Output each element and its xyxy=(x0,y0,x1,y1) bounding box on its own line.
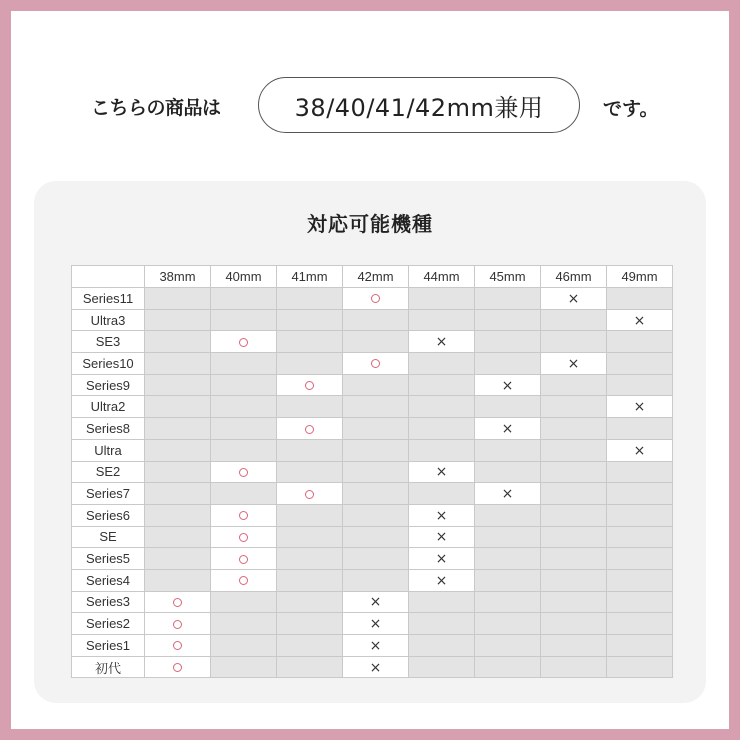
compat-cell xyxy=(343,526,409,548)
headline-tail-text: です。 xyxy=(603,98,659,120)
compat-cell xyxy=(145,461,211,483)
compat-cell xyxy=(475,526,541,548)
compat-cell xyxy=(607,635,673,657)
compat-cell xyxy=(409,396,475,418)
compat-cell xyxy=(343,353,409,375)
compat-cell xyxy=(343,656,409,678)
compatibility-table xyxy=(71,265,673,678)
compat-cell xyxy=(409,331,475,353)
compat-cell xyxy=(607,374,673,396)
compat-cell xyxy=(145,439,211,461)
compat-cell xyxy=(211,439,277,461)
column-header-42mm: 42mm xyxy=(343,266,409,288)
compat-cell xyxy=(343,548,409,570)
circle-ok-icon xyxy=(371,359,380,368)
compat-cell xyxy=(277,439,343,461)
compat-cell xyxy=(277,461,343,483)
compatibility-headline xyxy=(0,77,740,133)
compat-cell xyxy=(541,613,607,635)
compat-cell xyxy=(475,309,541,331)
compat-cell xyxy=(409,309,475,331)
circle-ok-icon xyxy=(305,425,314,434)
cross-ng-icon: × xyxy=(435,464,448,481)
compat-cell xyxy=(475,635,541,657)
compat-cell xyxy=(211,613,277,635)
circle-ok-icon xyxy=(239,533,248,542)
compat-cell xyxy=(145,353,211,375)
compat-cell xyxy=(343,591,409,613)
compat-cell xyxy=(541,309,607,331)
compat-cell xyxy=(541,656,607,678)
table-row xyxy=(72,569,673,591)
compat-cell xyxy=(607,483,673,505)
circle-ok-icon xyxy=(305,490,314,499)
compat-cell xyxy=(607,353,673,375)
cross-ng-icon: × xyxy=(369,616,382,633)
compat-cell xyxy=(541,504,607,526)
table-row xyxy=(72,396,673,418)
compat-cell xyxy=(475,288,541,310)
compat-cell xyxy=(343,331,409,353)
compat-cell xyxy=(211,548,277,570)
compat-cell xyxy=(541,331,607,353)
circle-ok-icon xyxy=(239,338,248,347)
panel-title: 対応可能機種 xyxy=(307,212,433,236)
compat-cell xyxy=(343,374,409,396)
compat-cell xyxy=(145,288,211,310)
cross-ng-icon: × xyxy=(567,355,580,372)
circle-ok-icon xyxy=(173,620,182,629)
model-name: SE2 xyxy=(72,461,145,483)
compat-cell xyxy=(145,504,211,526)
compat-cell xyxy=(541,569,607,591)
compat-cell xyxy=(277,331,343,353)
cross-ng-icon: × xyxy=(567,290,580,307)
compat-cell xyxy=(145,483,211,505)
column-header-44mm: 44mm xyxy=(409,266,475,288)
compat-cell xyxy=(475,396,541,418)
model-name: Series10 xyxy=(72,353,145,375)
table-row xyxy=(72,331,673,353)
compat-cell xyxy=(607,548,673,570)
compat-cell xyxy=(607,396,673,418)
compat-cell xyxy=(541,288,607,310)
compat-cell xyxy=(541,635,607,657)
table-row xyxy=(72,309,673,331)
compat-cell xyxy=(541,396,607,418)
model-name: Series9 xyxy=(72,374,145,396)
compat-cell xyxy=(211,569,277,591)
compat-cell xyxy=(211,396,277,418)
compat-cell xyxy=(409,635,475,657)
column-header-45mm: 45mm xyxy=(475,266,541,288)
size-pill xyxy=(258,77,580,133)
circle-ok-icon xyxy=(239,555,248,564)
cross-ng-icon: × xyxy=(369,637,382,654)
model-name: Series11 xyxy=(72,288,145,310)
compat-cell xyxy=(277,548,343,570)
compat-cell xyxy=(343,418,409,440)
model-name: 初代 xyxy=(72,656,145,678)
model-name: Ultra2 xyxy=(72,396,145,418)
compat-cell xyxy=(607,656,673,678)
compat-cell xyxy=(211,418,277,440)
compat-cell xyxy=(277,353,343,375)
compat-cell xyxy=(343,483,409,505)
compat-cell xyxy=(277,504,343,526)
cross-ng-icon: × xyxy=(501,486,514,503)
compat-cell xyxy=(541,439,607,461)
table-row xyxy=(72,483,673,505)
table-row xyxy=(72,526,673,548)
compat-cell xyxy=(409,353,475,375)
model-name: Series5 xyxy=(72,548,145,570)
compat-cell xyxy=(211,483,277,505)
model-name: Series4 xyxy=(72,569,145,591)
compat-cell xyxy=(343,396,409,418)
compat-cell xyxy=(541,548,607,570)
circle-ok-icon xyxy=(173,598,182,607)
compat-cell xyxy=(277,656,343,678)
compat-cell xyxy=(607,288,673,310)
compat-cell xyxy=(475,461,541,483)
cross-ng-icon: × xyxy=(633,442,646,459)
cross-ng-icon: × xyxy=(435,551,448,568)
compat-cell xyxy=(211,635,277,657)
compat-cell xyxy=(211,288,277,310)
compat-cell xyxy=(541,418,607,440)
compatibility-panel xyxy=(34,181,706,703)
column-header-49mm: 49mm xyxy=(607,266,673,288)
cross-ng-icon: × xyxy=(435,572,448,589)
headline-lead-text: こちらの商品は xyxy=(91,97,221,119)
compat-cell xyxy=(541,353,607,375)
compat-cell xyxy=(475,374,541,396)
column-header-40mm: 40mm xyxy=(211,266,277,288)
compat-cell xyxy=(277,374,343,396)
compat-cell xyxy=(343,439,409,461)
compat-cell xyxy=(211,591,277,613)
circle-ok-icon xyxy=(173,641,182,650)
compat-cell xyxy=(409,483,475,505)
compat-cell xyxy=(145,374,211,396)
compat-cell xyxy=(145,613,211,635)
compat-cell xyxy=(211,504,277,526)
compat-cell xyxy=(277,483,343,505)
table-row xyxy=(72,613,673,635)
compat-cell xyxy=(475,656,541,678)
table-row xyxy=(72,656,673,678)
compat-cell xyxy=(277,309,343,331)
compat-cell xyxy=(211,374,277,396)
header-corner-cell xyxy=(72,266,145,288)
table-header-row xyxy=(72,266,673,288)
model-name: SE xyxy=(72,526,145,548)
compat-cell xyxy=(409,569,475,591)
compat-cell xyxy=(343,309,409,331)
compat-cell xyxy=(409,461,475,483)
compat-cell xyxy=(607,309,673,331)
table-row xyxy=(72,353,673,375)
compat-cell xyxy=(475,504,541,526)
compat-cell xyxy=(277,635,343,657)
compat-cell xyxy=(343,288,409,310)
compat-cell xyxy=(607,504,673,526)
compat-cell xyxy=(145,418,211,440)
size-pill-text: 38/40/41/42mm兼用 xyxy=(294,93,544,122)
model-name: Series8 xyxy=(72,418,145,440)
model-name: Ultra3 xyxy=(72,309,145,331)
compat-cell xyxy=(541,526,607,548)
circle-ok-icon xyxy=(173,663,182,672)
compat-cell xyxy=(541,591,607,613)
compat-cell xyxy=(409,613,475,635)
column-header-38mm: 38mm xyxy=(145,266,211,288)
table-body xyxy=(72,288,673,678)
table-row xyxy=(72,504,673,526)
compat-cell xyxy=(277,569,343,591)
compat-cell xyxy=(409,526,475,548)
compat-cell xyxy=(211,331,277,353)
compat-cell xyxy=(145,635,211,657)
compat-cell xyxy=(145,331,211,353)
compat-cell xyxy=(343,504,409,526)
compat-cell xyxy=(277,526,343,548)
compat-cell xyxy=(145,591,211,613)
table-row xyxy=(72,418,673,440)
model-name: SE3 xyxy=(72,331,145,353)
compat-cell xyxy=(211,526,277,548)
circle-ok-icon xyxy=(239,576,248,585)
cross-ng-icon: × xyxy=(369,594,382,611)
table-row xyxy=(72,439,673,461)
compat-cell xyxy=(607,526,673,548)
model-name: Series2 xyxy=(72,613,145,635)
compat-cell xyxy=(409,504,475,526)
compat-cell xyxy=(475,548,541,570)
compat-cell xyxy=(541,483,607,505)
compat-cell xyxy=(475,569,541,591)
compat-cell xyxy=(475,591,541,613)
compat-cell xyxy=(541,374,607,396)
cross-ng-icon: × xyxy=(633,399,646,416)
compat-cell xyxy=(409,374,475,396)
compat-cell xyxy=(211,461,277,483)
compat-cell xyxy=(409,439,475,461)
table-row xyxy=(72,288,673,310)
compat-cell xyxy=(277,591,343,613)
cross-ng-icon: × xyxy=(435,507,448,524)
table-row xyxy=(72,591,673,613)
compat-cell xyxy=(607,331,673,353)
compat-cell xyxy=(607,418,673,440)
compat-cell xyxy=(145,656,211,678)
model-name: Series1 xyxy=(72,635,145,657)
compat-cell xyxy=(211,309,277,331)
model-name: Series7 xyxy=(72,483,145,505)
compat-cell xyxy=(607,613,673,635)
compat-cell xyxy=(145,396,211,418)
compat-cell xyxy=(343,461,409,483)
compat-cell xyxy=(145,548,211,570)
compat-cell xyxy=(145,526,211,548)
table-row xyxy=(72,548,673,570)
compat-cell xyxy=(277,288,343,310)
compat-cell xyxy=(145,569,211,591)
compat-cell xyxy=(475,483,541,505)
compat-cell xyxy=(343,569,409,591)
compat-cell xyxy=(475,613,541,635)
compat-cell xyxy=(343,613,409,635)
compat-cell xyxy=(211,656,277,678)
compat-cell xyxy=(277,396,343,418)
cross-ng-icon: × xyxy=(501,420,514,437)
circle-ok-icon xyxy=(371,294,380,303)
cross-ng-icon: × xyxy=(435,529,448,546)
cross-ng-icon: × xyxy=(369,659,382,676)
compat-cell xyxy=(475,418,541,440)
compat-cell xyxy=(277,418,343,440)
column-header-46mm: 46mm xyxy=(541,266,607,288)
cross-ng-icon: × xyxy=(501,377,514,394)
compat-cell xyxy=(475,353,541,375)
compat-cell xyxy=(277,613,343,635)
model-name: Series3 xyxy=(72,591,145,613)
compat-cell xyxy=(607,569,673,591)
circle-ok-icon xyxy=(239,468,248,477)
compat-cell xyxy=(409,591,475,613)
table-row xyxy=(72,461,673,483)
compat-cell xyxy=(409,548,475,570)
circle-ok-icon xyxy=(305,381,314,390)
compat-cell xyxy=(145,309,211,331)
cross-ng-icon: × xyxy=(435,334,448,351)
table-row xyxy=(72,635,673,657)
compat-cell xyxy=(607,461,673,483)
compat-cell xyxy=(409,288,475,310)
circle-ok-icon xyxy=(239,511,248,520)
table-row xyxy=(72,374,673,396)
cross-ng-icon: × xyxy=(633,312,646,329)
model-name: Series6 xyxy=(72,504,145,526)
model-name: Ultra xyxy=(72,439,145,461)
compat-cell xyxy=(409,656,475,678)
compat-cell xyxy=(475,439,541,461)
compat-cell xyxy=(343,635,409,657)
compat-cell xyxy=(607,439,673,461)
compat-cell xyxy=(211,353,277,375)
compat-cell xyxy=(475,331,541,353)
compat-cell xyxy=(541,461,607,483)
column-header-41mm: 41mm xyxy=(277,266,343,288)
compat-cell xyxy=(607,591,673,613)
compat-cell xyxy=(409,418,475,440)
